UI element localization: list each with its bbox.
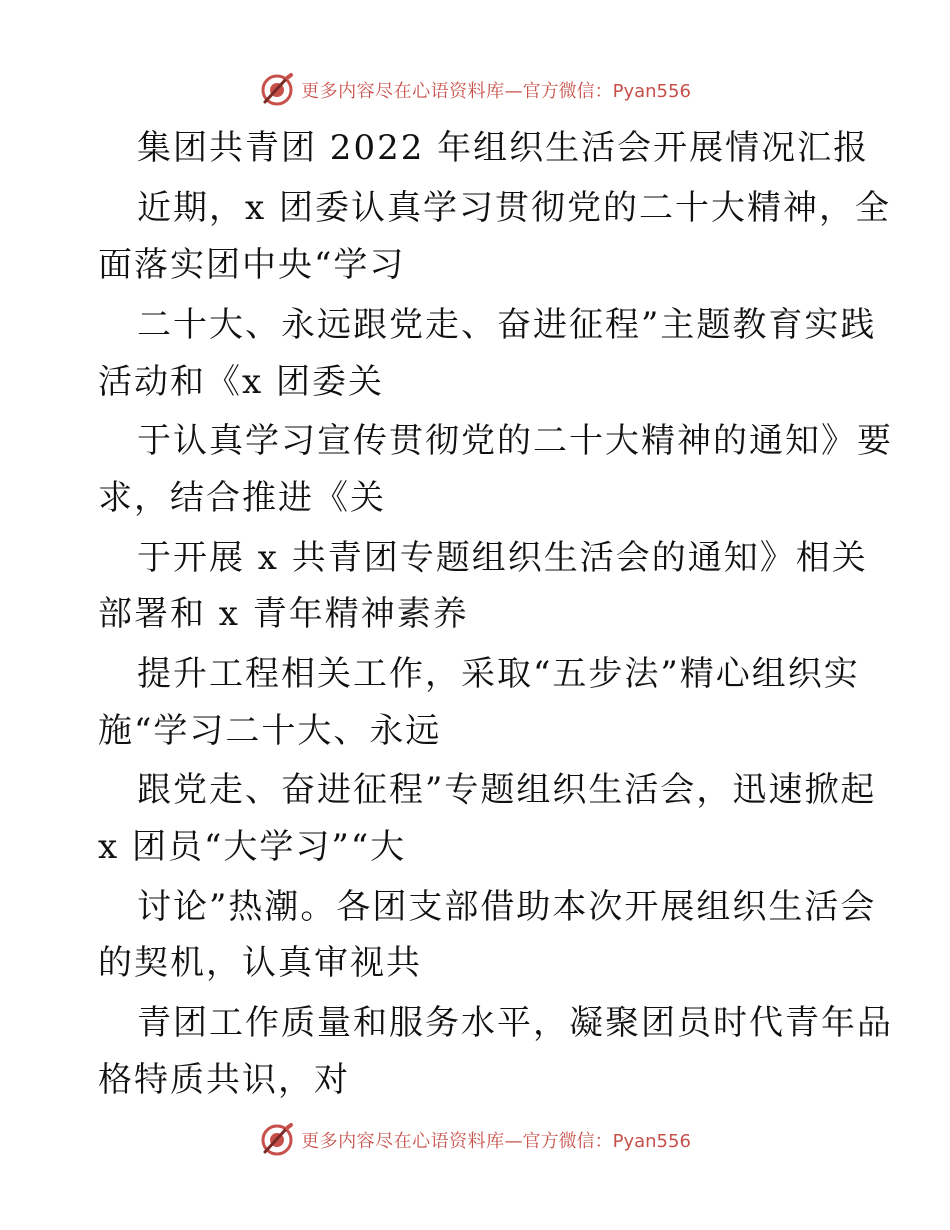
document-line: 施“学习二十大、永远 [98, 711, 442, 751]
footer-banner [0, 1120, 950, 1160]
document-line: 于开展 x 共青团专题组织生活会的通知》相关 [137, 538, 868, 578]
header-banner-wechat: —官方微信：Pyan556 [504, 81, 691, 102]
brush-logo-icon [259, 72, 295, 108]
document-line: 活动和《x 团委关 [98, 362, 384, 402]
document-line: 部署和 x 青年精神素养 [98, 594, 469, 634]
footer-banner-text: 更多内容尽在心语资料库 [301, 1131, 505, 1152]
document-line: 讨论”热潮。各团支部借助本次开展组织生活会 [137, 887, 877, 927]
header-banner [0, 70, 950, 110]
footer-banner-wechat: —官方微信：Pyan556 [504, 1131, 691, 1152]
document-line: 格特质共识，对 [98, 1060, 350, 1100]
document-line: 求，结合推进《关 [98, 478, 386, 518]
document-line: 于认真学习宣传贯彻党的二十大精神的通知》要 [137, 421, 893, 461]
document-line: 二十大、永远跟党走、奋进征程”主题教育实践 [137, 305, 877, 345]
document-line: 面落实团中央“学习 [98, 245, 406, 285]
document-title: 集团共青团 2022 年组织生活会开展情况汇报 [137, 128, 870, 168]
document-line: 提升工程相关工作，采取“五步法”精心组织实 [137, 654, 860, 694]
document-line: 近期，x 团委认真学习贯彻党的二十大精神，全 [137, 188, 891, 228]
document-line: 青团工作质量和服务水平，凝聚团员时代青年品 [137, 1003, 893, 1043]
document-line: 跟党走、奋进征程”专题组织生活会，迅速掀起 [137, 770, 877, 810]
document-line: x 团员“大学习”“大 [98, 827, 407, 867]
brush-logo-icon [259, 1122, 295, 1158]
header-banner-text: 更多内容尽在心语资料库 [301, 81, 505, 102]
document-line: 的契机，认真审视共 [98, 943, 422, 983]
